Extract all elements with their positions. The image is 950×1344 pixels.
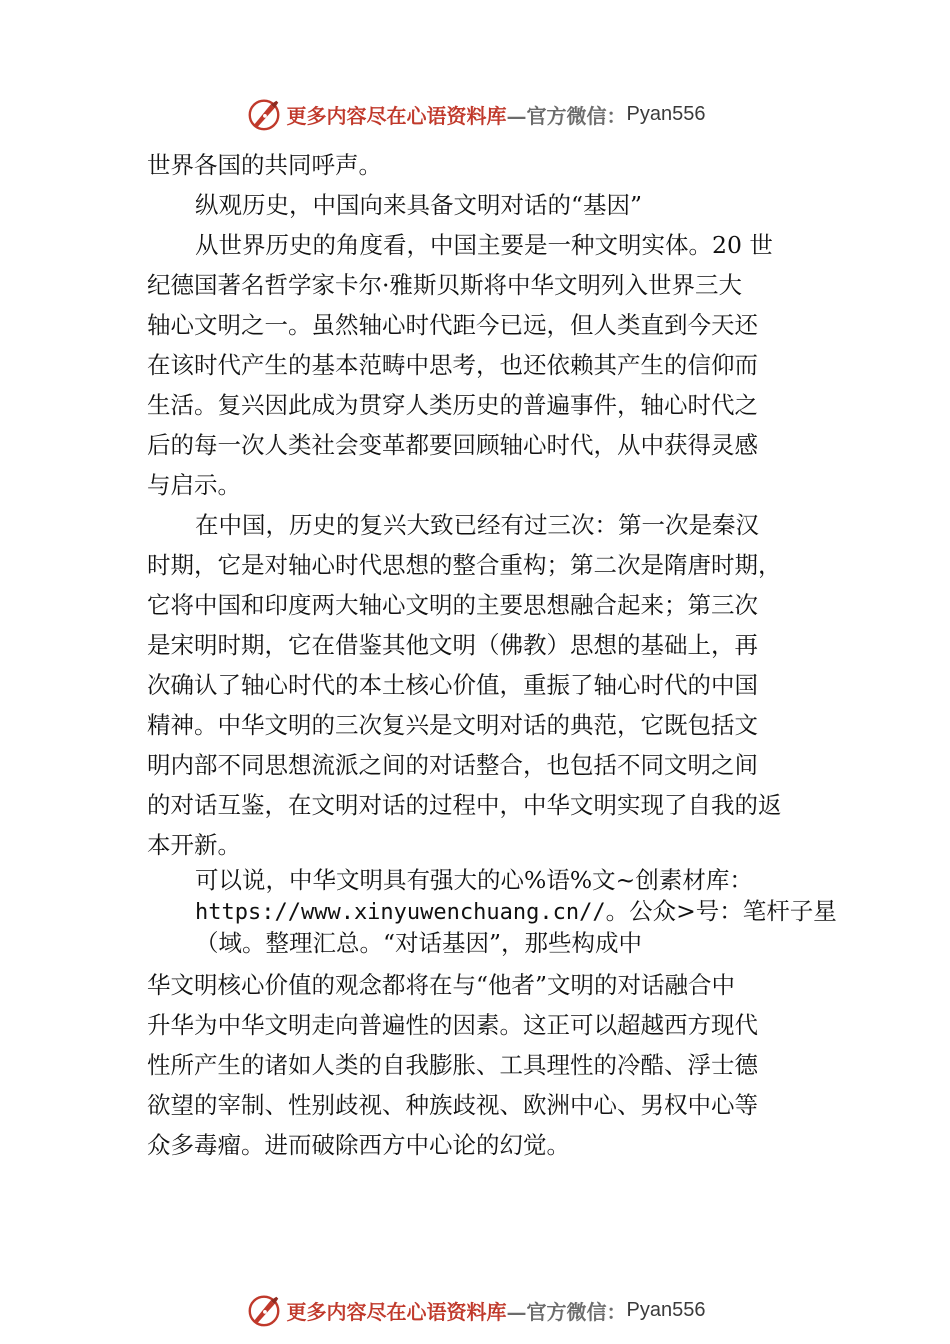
- footer-watermark-banner: [0, 1290, 950, 1330]
- banner-wechat-label: —官方微信：: [506, 1299, 627, 1324]
- banner-library-text: 更多内容尽在心语资料库: [286, 1299, 507, 1324]
- paragraph-world-history: 从世界历史的角度看，中国主要是一种文明实体。20 世 纪德国著名哲学家卡尔·雅斯贝斯将中华文明列入世界三大 轴心文明之一。虽然轴心时代距今已远，但人类直到今天还 在该时代产生的基本范畴中思考，也还依赖其产生的信仰而 生活。复兴因此成为贯穿人类历史的普遍事件，轴心时代之 后的每一次人类社会变革都要回顾轴心时代，从中获得灵感 与启示。: [147, 231, 773, 499]
- document-body: [147, 145, 837, 1165]
- watermark-url-link: https://www.xinyuwenchuang.cn//: [195, 900, 606, 925]
- quote-line-2: [195, 896, 837, 928]
- paragraph-three-revivals: 在中国，历史的复兴大致已经有过三次：第一次是秦汉 时期，它是对轴心时代思想的整合重构；第二次是隋唐时期， 它将中国和印度两大轴心文明的主要思想融合起来；第三次 是宋明时期，它在借鉴其他文明（佛教）思想的基础上，再 次确认了轴心时代的本土核心价值，重振了轴心时代的中国 精神。中华文明的三次复兴是文明对话的典范，它既包括文 明内部不同思想流派之间的对话整合，也包括不同文明之间 的对话互鉴，在文明对话的过程中，中华文明实现了自我的返 本开新。: [147, 511, 782, 859]
- header-watermark-banner: [0, 94, 950, 134]
- section-heading: 纵观历史，中国向来具备文明对话的“基因”: [195, 191, 643, 219]
- quote-line-2-rest: 。公众>号：笔杆子星: [605, 897, 837, 925]
- paragraph-continuation: 世界各国的共同呼声。: [147, 151, 382, 179]
- pen-nib-logo-icon: [245, 1291, 283, 1329]
- banner-wechat-label: —官方微信：: [506, 103, 627, 128]
- banner-library-text: 更多内容尽在心语资料库: [286, 103, 507, 128]
- paragraph-dialogue-gene: 华文明核心价值的观念都将在与“他者”文明的对话融合中 升华为中华文明走向普遍性的因素。这正可以超越西方现代 性所产生的诸如人类的自我膨胀、工具理性的冷酷、浮士德 欲望的宰制、性别歧视、种族歧视、欧洲中心、男权中心等 众多毒瘤。进而破除西方中心论的幻觉。: [147, 971, 758, 1159]
- quote-line-1: 可以说，中华文明具有强大的心%语%文~创素材库：: [195, 866, 753, 894]
- pen-nib-logo-icon: [245, 95, 283, 133]
- banner-wechat-id: Pyan556: [626, 102, 706, 125]
- watermark-inserted-block: [195, 865, 837, 959]
- banner-wechat-id: Pyan556: [626, 1298, 706, 1321]
- quote-line-3: （域。整理汇总。“对话基因”，那些构成中: [195, 929, 643, 957]
